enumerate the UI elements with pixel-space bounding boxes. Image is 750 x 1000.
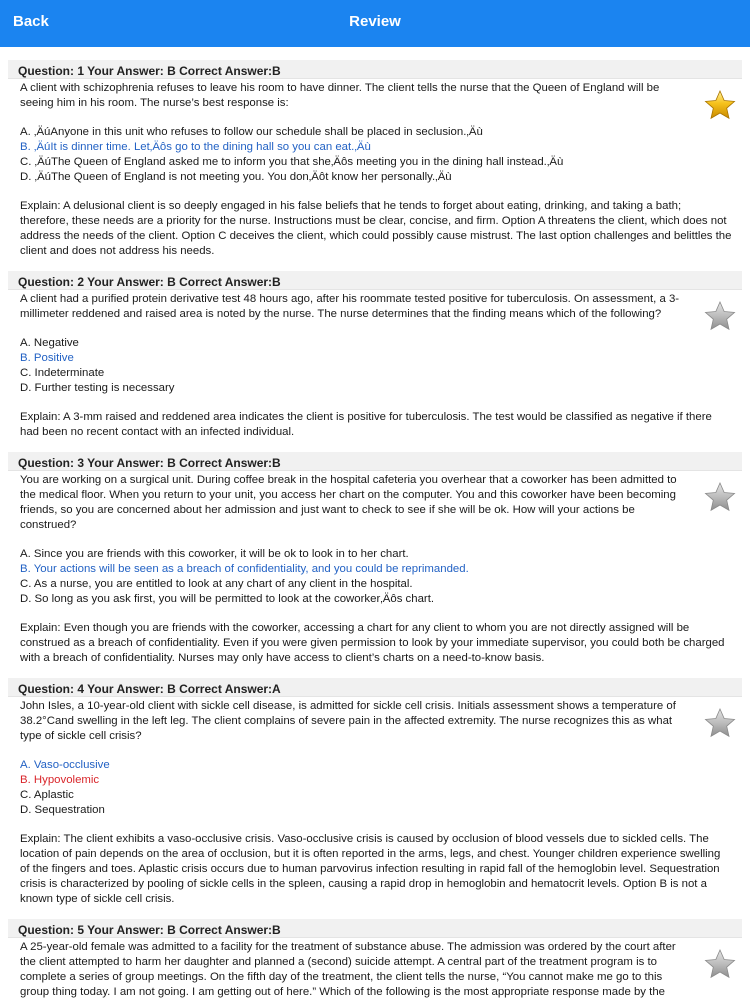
star-gray-icon[interactable]	[704, 707, 736, 739]
question-header: Question: 5 Your Answer: B Correct Answer:B	[8, 919, 742, 938]
option-d: D. Further testing is necessary	[20, 382, 175, 394]
question-card	[0, 919, 750, 1000]
option-b-wrong: B. Hypovolemic	[20, 774, 100, 786]
question-header: Question: 3 Your Answer: B Correct Answer:B	[8, 452, 742, 471]
options-list	[20, 125, 692, 185]
question-text: John Isles, a 10-year-old client with sickle cell disease, is admitted for sickle cell crisis. Initials assessment shows a temperature of 38.2°Cand swelling in the left leg. The client complains of severe pain in the affected extremity. The nurse recognizes this as what type of sickle cell crisis?	[20, 700, 676, 742]
star-gold-icon[interactable]	[704, 89, 736, 121]
question-text: A client had a purified protein derivative test 48 hours ago, after his roommate tested positive for tuberculosis. On assessment, a 3-millimeter reddened and raised area is noted by the nurse. The nurse determines that the finding means which of the following?	[20, 293, 680, 320]
option-b-correct: B. Your actions will be seen as a breach of confidentiality, and you could be reprimanded.	[20, 563, 469, 575]
option-a: A. Since you are friends with this coworker, it will be ok to look in to her chart.	[20, 548, 409, 560]
option-c: C. Aplastic	[20, 789, 74, 801]
star-gray-icon[interactable]	[704, 481, 736, 513]
option-a-correct: A. Vaso-occlusive	[20, 759, 110, 771]
option-c: C. As a nurse, you are entitled to look at any chart of any client in the hospital.	[20, 578, 413, 590]
question-body	[0, 79, 750, 259]
explanation: Explain: The client exhibits a vaso-occlusive crisis. Vaso-occlusive crisis is caused by occlusion of blood vessels due to sickled cells. The location of pain depends on the area of occlusion, but it is often reported in the arms, legs, and chest. Younger children experience swelling of the fingers and toes. Aplastic crisis occurs due to human parvovirus infection resulting in rapid fall of the hemoglobin level. Sequestration crisis is characterized by pooling of sickle cells in the spleen, causing a rapid drop in hemoglobin and hematocrit levels. Option B is not a known type of sickle cell crisis.	[20, 833, 721, 905]
options-list	[20, 336, 692, 396]
option-d: D. Sequestration	[20, 804, 105, 816]
option-d: D. ‚ÄúThe Queen of England is not meeting you. You don‚Äôt know her personally.‚Äù	[20, 171, 452, 183]
option-d: D. So long as you ask first, you will be permitted to look at the coworker‚Äôs chart.	[20, 593, 435, 605]
question-text: A client with schizophrenia refuses to leave his room to have dinner. The client tells the nurse that the Queen of England will be seeing him in his room. The nurse’s best response is:	[20, 82, 660, 109]
question-card	[0, 271, 750, 440]
question-header: Question: 2 Your Answer: B Correct Answer:B	[8, 271, 742, 290]
option-b-correct: B. ‚ÄúIt is dinner time. Let‚Äôs go to the dining hall so you can eat.‚Äù	[20, 141, 371, 153]
question-body	[0, 938, 750, 1000]
explanation: Explain: A delusional client is so deeply engaged in his false beliefs that he tends to forget about eating, drinking, and taking a bath; therefore, these needs are a priority for the nurse. Instructions must be clear, concise, and firm. Option A threatens the client, which does not address the needs of the client. Option C deceives the client, which could possibly cause mistrust. The last option challenges and belittles the client and does not address his needs.	[20, 200, 732, 257]
star-gray-icon[interactable]	[704, 948, 736, 980]
star-gray-icon[interactable]	[704, 300, 736, 332]
option-a: A. ‚ÄúAnyone in this unit who refuses to follow our schedule shall be placed in seclusion.‚Äù	[20, 126, 483, 138]
question-header: Question: 1 Your Answer: B Correct Answer:B	[8, 60, 742, 79]
option-b-correct: B. Positive	[20, 352, 74, 364]
question-body	[0, 290, 750, 440]
question-text: A 25-year-old female was admitted to a facility for the treatment of substance abuse. The admission was ordered by the court after the client attempted to harm her daughter and planned a (second) suicide attempt. A central part of the treatment program is to complete a series of group meetings. On the fifth day of the treatment, the client tells the nurse, “You cannot make me go to this group thing today. I am not going. I am getting out of here.” Which of the following is the most appropriate response made by the	[20, 941, 676, 998]
nav-bar	[0, 0, 750, 47]
review-list[interactable]	[0, 60, 750, 1000]
question-card	[0, 452, 750, 666]
page-title: Review	[349, 13, 401, 30]
question-header: Question: 4 Your Answer: B Correct Answer:A	[8, 678, 742, 697]
question-body	[0, 471, 750, 666]
back-button[interactable]: Back	[13, 13, 49, 30]
question-body	[0, 697, 750, 907]
explanation: Explain: Even though you are friends with the coworker, accessing a chart for any client to whom you are not directly assigned will be construed as a breach of confidentiality. Even if you were given permission to look by your immediate supervisor, you could both be charged with a breach of confidentiality. Nurses may only have access to client’s charts on a need-to-know basis.	[20, 622, 725, 664]
question-text: You are working on a surgical unit. During coffee break in the hospital cafeteria you overhear that a coworker has been admitted to the medical floor. When you return to your unit, you access her chart on the computer. You and this coworker have been becoming friends, so you are concerned about her admission and just want to check to see if she will be ok. How will your actions be construed?	[20, 474, 677, 531]
option-a: A. Negative	[20, 337, 79, 349]
question-card	[0, 60, 750, 259]
options-list	[20, 758, 692, 818]
explanation: Explain: A 3-mm raised and reddened area indicates the client is positive for tuberculosis. The test would be classified as negative if there had been no recent contact with an infected individual.	[20, 411, 712, 438]
option-c: C. ‚ÄúThe Queen of England asked me to inform you that she‚Äôs meeting you in the dining hall instead.‚Äù	[20, 156, 564, 168]
options-list	[20, 547, 692, 607]
option-c: C. Indeterminate	[20, 367, 105, 379]
question-card	[0, 678, 750, 907]
